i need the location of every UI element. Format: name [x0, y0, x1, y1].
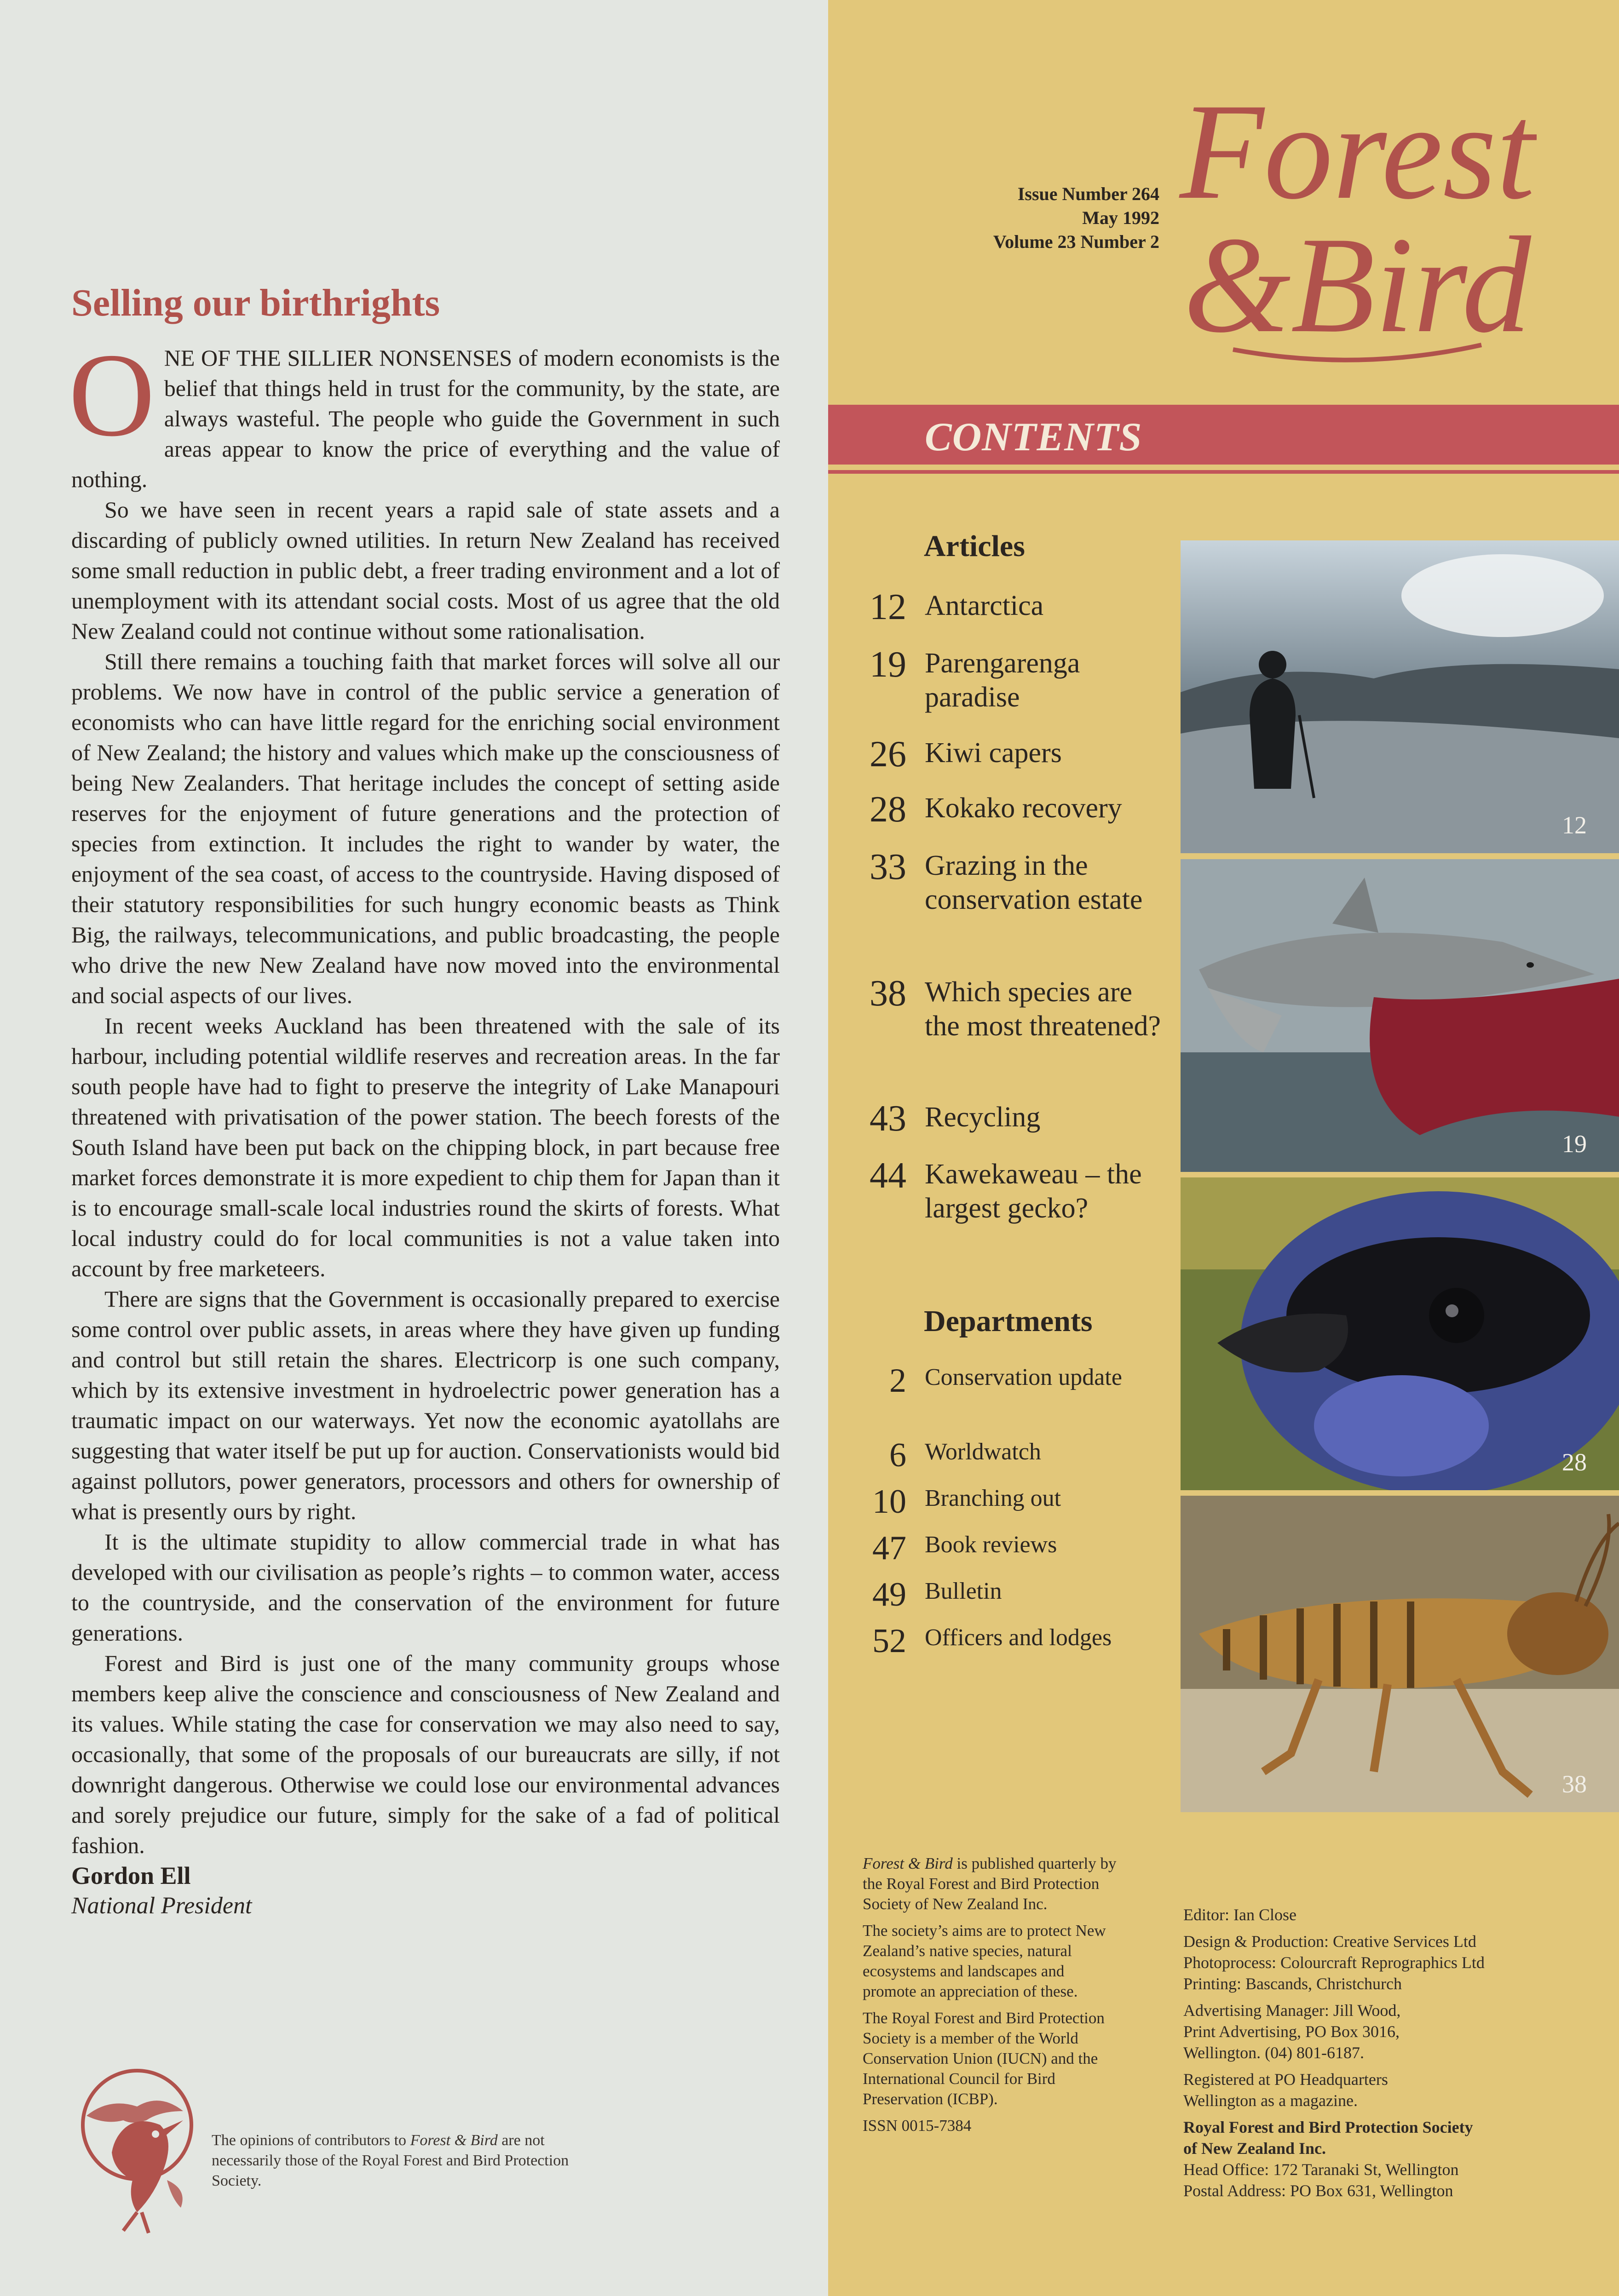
- toc-page-number: 2: [889, 1362, 906, 1400]
- society-aims: The society’s aims are to protect New Zealand’s native species, natural ecosystems and landscapes and promote an appreciation of these.: [863, 1922, 1106, 2000]
- photo-page-ref: 28: [1562, 1448, 1587, 1476]
- toc-article-title: Grazing in the conservation estate: [925, 850, 1143, 915]
- photoprocess-credit: Photoprocess: Colourcraft Reprographics Ltd: [1183, 1953, 1485, 1972]
- photo-page-ref: 19: [1562, 1130, 1587, 1158]
- photo-page-ref: 38: [1562, 1770, 1587, 1798]
- forest-and-bird-logo: [1178, 74, 1537, 377]
- toc-department-title: Conservation update: [925, 1364, 1122, 1390]
- weta-photo: [1181, 1496, 1619, 1812]
- articles-heading: Articles: [924, 529, 1025, 563]
- publisher-info: [863, 1854, 1120, 2142]
- toc-article-title: Kokako recovery: [925, 792, 1122, 824]
- photo-page-ref: 12: [1562, 811, 1587, 839]
- issue-number: Issue Number 264: [1017, 184, 1159, 204]
- toc-department-title: Bulletin: [925, 1578, 1002, 1604]
- printing-credit: Printing: Bascands, Christchurch: [1183, 1975, 1402, 1993]
- editorial-paragraph: Still there remains a touching faith that market forces will solve all our problems. We now have in control of the public service a generation of economists who can have little regard for the enriching social environment of New Zealand; the history and values which make up the consciousness of being New Zealanders. That heritage includes the concept of setting aside reserves for the enjoyment of future generations and the protection of species from extinction. It includes the right to wander by water, the enjoyment of the sea coast, of access to the countryside. Having disposed of their statutory responsibilities for such hungry economic beasts as Think Big, the railways, telecommunications, and public broadcasting, the people who drive the new New Zealand have now moved into the environmental and social aspects of our lives.: [71, 649, 780, 1008]
- disclaimer-text: The opinions of contributors to Forest & Bird are not necessarily those of the Royal Forest and Bird Protection Society.: [212, 2132, 569, 2189]
- toc-page-number: 33: [870, 847, 906, 887]
- drop-cap: O: [69, 329, 155, 461]
- toc-page-number: 47: [872, 1529, 906, 1567]
- toc-page-number: 43: [870, 1098, 906, 1139]
- toc-article-title: Kiwi capers: [925, 737, 1062, 769]
- toc-page-number: 28: [870, 789, 906, 830]
- membership-note: The Royal Forest and Bird Protection Society is a member of the World Conservation Union (IUCN) and the International Council for Bird Preservation (ICBP).: [863, 2009, 1105, 2108]
- editorial-paragraph: So we have seen in recent years a rapid sale of state assets and a discarding of publicly owned utilities. In return New Zealand has received some small reduction in public debt, a freer trading environment and a lot of unemployment with its attendant social costs. Most of us agree that the old New Zealand could not continue without some rationalisation.: [71, 497, 780, 644]
- toc-page-number: 38: [870, 973, 906, 1014]
- toc-page-number: 52: [872, 1622, 906, 1660]
- editorial-paragraph: There are signs that the Government is occasionally prepared to exercise some control over public assets, in areas where they have given up funding and control but still retain the shares. Electricorp is one such company, which by its extensive investment in hydroelectric power generation has a traumatic impact on our waterways. Yet now the economic ayatollahs are suggesting that water itself be put up for auction. Conservationists would bid against pollutors, power generators, processors and others for ownership of what is presently ours by right.: [71, 1286, 780, 1524]
- head-office: Head Office: 172 Taranaki St, Wellington: [1183, 2160, 1459, 2179]
- toc-department-title: Officers and lodges: [925, 1624, 1112, 1651]
- kokako-photo: [1181, 1177, 1619, 1490]
- toc-page-number: 6: [889, 1436, 906, 1474]
- society-bird-emblem-icon: [68, 2061, 206, 2235]
- toc-page-number: 12: [870, 587, 906, 627]
- issn: ISSN 0015-7384: [863, 2117, 972, 2135]
- registration-2: Wellington as a magazine.: [1183, 2091, 1358, 2110]
- society-name: Royal Forest and Bird Protection Society: [1183, 2118, 1473, 2136]
- toc-article-title: Which species are the most threatened?: [925, 976, 1161, 1042]
- editorial-paragraph-1: [69, 329, 780, 494]
- toc-page-number: 44: [870, 1155, 906, 1196]
- design-credit: Design & Production: Creative Services Ltd: [1183, 1932, 1476, 1951]
- antarctica-photo: [1181, 540, 1619, 853]
- editor-credit: Editor: Ian Close: [1183, 1906, 1296, 1924]
- editorial-body: [69, 329, 780, 1921]
- registration: Registered at PO Headquarters: [1183, 2070, 1388, 2089]
- issue-volume: Volume 23 Number 2: [993, 231, 1159, 252]
- issue-info: [939, 182, 1159, 254]
- advertising-address: Print Advertising, PO Box 3016,: [1183, 2022, 1400, 2041]
- toc-article-title: Recycling: [925, 1102, 1041, 1133]
- contents-title: CONTENTS: [925, 415, 1142, 459]
- issue-date: May 1992: [1082, 207, 1159, 228]
- toc-article-title: Parengarenga paradise: [925, 648, 1080, 713]
- toc-page-number: 26: [870, 734, 906, 775]
- toc-article-title: Kawekaweau – the largest gecko?: [925, 1159, 1142, 1224]
- logo-line-1: Forest: [1179, 75, 1535, 228]
- toc-department-title: Book reviews: [925, 1532, 1057, 1558]
- contents-underline: [828, 470, 1619, 474]
- editorial-paragraph: It is the ultimate stupidity to allow commercial trade in what has developed with our civilisation as people’s rights – to common water, access to the countryside, and the conservation of the environment for future generations.: [71, 1529, 780, 1646]
- credits-block: [1183, 1904, 1597, 2201]
- publication-note: Forest & Bird is published quarterly by the Royal Forest and Bird Protection Society of New Zealand Inc.: [863, 1854, 1117, 1913]
- author-name: Gordon Ell: [71, 1862, 191, 1889]
- toc-department-title: Worldwatch: [925, 1439, 1041, 1465]
- logo-line-2: &Bird: [1183, 208, 1531, 361]
- toc-page-number: 10: [872, 1483, 906, 1521]
- toc-article-title: Antarctica: [925, 590, 1044, 621]
- departments-heading: Departments: [924, 1304, 1093, 1338]
- opening-caps: NE OF THE SILLIER NONSENSES: [164, 345, 513, 371]
- author-role: National President: [71, 1893, 252, 1919]
- advertising-manager: Advertising Manager: Jill Wood,: [1183, 2001, 1401, 2020]
- editorial-paragraph: In recent weeks Auckland has been threatened with the sale of its harbour, including potential wildlife reserves and recreation areas. In the far south people have had to fight to preserve the integrity of Lake Manapouri threatened with privatisation of the power station. The beech forests of the South Island have been put back on the chipping block, in part because free market forces demonstrate it is more expedient to chip them for Japan than it is to encourage small-scale local industries round the skirts of forests. What local industry could do for local communities is not a value taken into account by free marketeers.: [71, 1013, 780, 1281]
- society-name-2: of New Zealand Inc.: [1183, 2139, 1326, 2158]
- shark-photo: [1181, 859, 1619, 1172]
- toc-page-number: 49: [872, 1576, 906, 1613]
- contents-bar: [828, 405, 1619, 465]
- postal-address: Postal Address: PO Box 631, Wellington: [1183, 2181, 1453, 2200]
- advertising-phone: Wellington. (04) 801-6187.: [1183, 2043, 1365, 2062]
- toc-department-title: Branching out: [925, 1485, 1061, 1511]
- editorial-title: Selling our birthrights: [71, 281, 440, 324]
- toc-page-number: 19: [870, 644, 906, 685]
- editorial-paragraph: Forest and Bird is just one of the many community groups whose members keep alive the conscience and consciousness of New Zealand and its values. While stating the case for conservation we may also need to say, occasionally, that some of the proposals of our bureaucrats are silly, if not downright dangerous. Otherwise we could lose our environmental advances and sorely prejudice our future, simply for the sake of a fad of political fashion.: [71, 1650, 780, 1858]
- opening-text: of modern economists is the belief that things held in trust for the community, by the state, are always wasteful. The people who guide the Government in such areas appear to know the price of everything and the value of nothing.: [71, 345, 780, 492]
